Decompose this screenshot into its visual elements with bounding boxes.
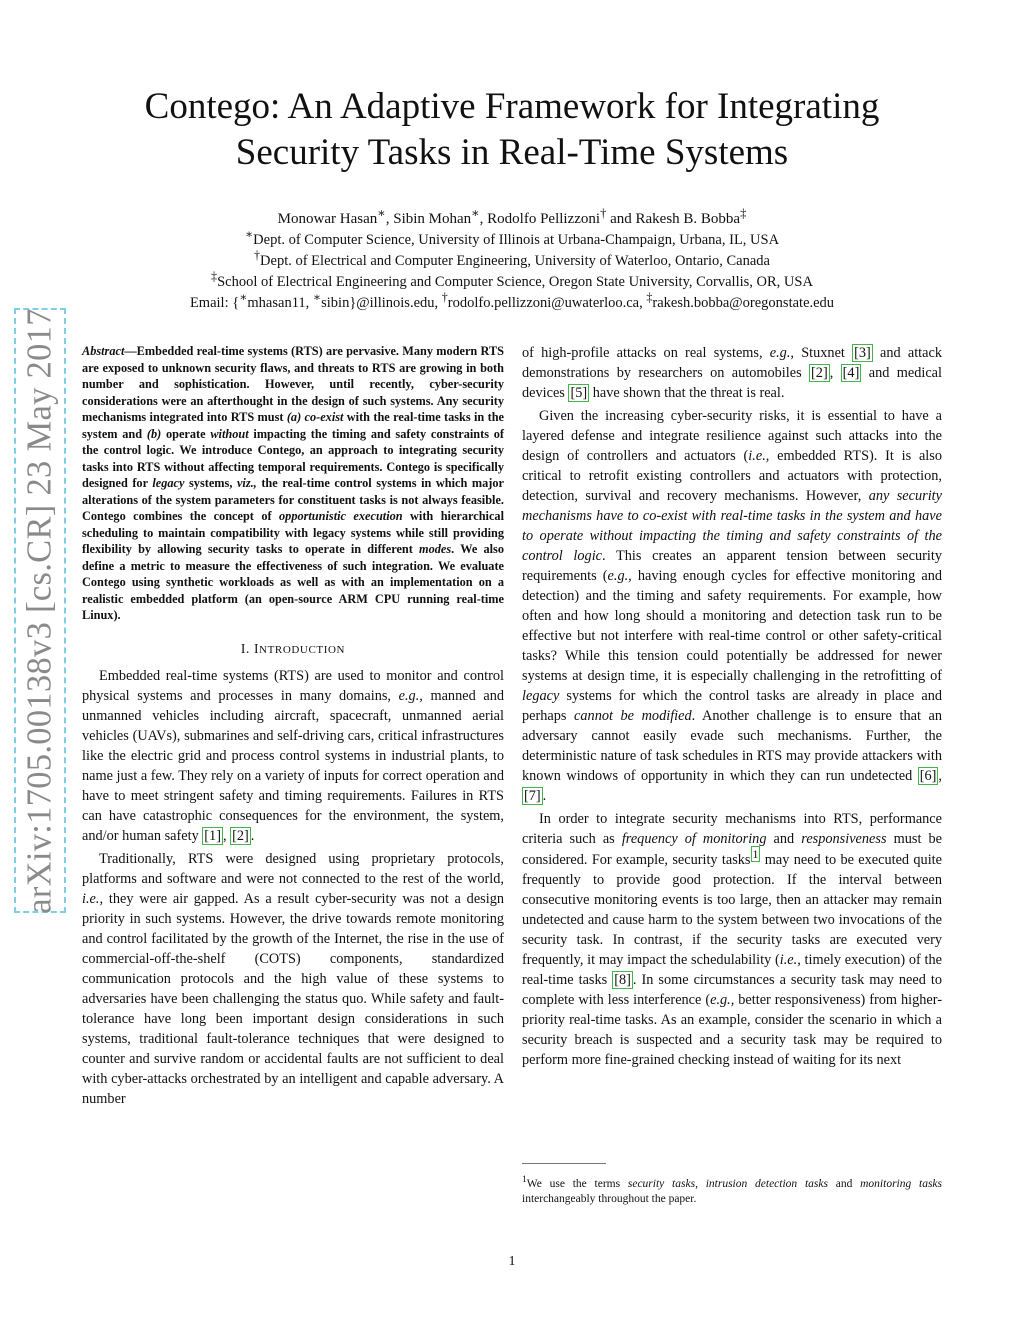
right-paragraph-1: of high-profile attacks on real systems, e.g., Stuxnet [3] and attack demonstrations by researchers on automobiles [2] , [4] and medical devices [5] have shown that the threat is real. [522,345,942,401]
author-2: Sibin Mohan [393,211,472,227]
section-heading-introduction: I. INTRODUCTION [240,640,346,656]
right-paragraph-3: In order to integrate security mechanisms into RTS, performance criteria such as frequency of monitoring and responsiveness must be considered. For example, security tasks $^1$ may need to be executed quite frequently to provide good protection. If the interval between consecutive monitoring events is too large, then an attacker may remain undetected and cause harm to the system between two invocations of the security task. In contrast, if the security tasks are executed very frequently, it may impact the schedulability (i.e., timely execution) of the real-time tasks [8] . In some circumstances a security task may need to complete with less interference (e.g., better responsiveness) from higher-priority real-time tasks. As an example, consider the scenario in which a security breach is suspected and a security task may be required to perform more fine-grained checking instead of waiting for its next [522,811,942,1068]
author-list: Monowar Hasan∗, Sibin Mohan∗, Rodolfo Pellizzoni† and Rakesh B. Bobba‡ [277,206,747,227]
citation-link[interactable]: [7] [524,788,541,804]
paper-title: Contego: An Adaptive Framework for Integrating Security Tasks in Real-Time Systems [144,86,880,173]
citation-link[interactable]: [4] [842,365,860,381]
left-column [82,343,504,1109]
affiliation-waterloo: †Dept. of Electrical and Computer Engineering, University of Waterloo, Ontario, Canada [254,248,770,269]
abstract: Abstract—Embedded real-time systems (RTS) are pervasive. Many modern RTS are exposed to unknown security flaws, and threats to RTS are growing in both number and sophistication. However, until recently, cyber-security considerations were an afterthought in the design of such systems. Any security mechanisms integrated into RTS must (a) co-exist with the real-time tasks in the system and (b) operate without impacting the timing and safety constraints of the control logic. We introduce Contego, an approach to integrating security tasks into RTS without affecting temporal requirements. Contego is specifically designed for legacy systems, viz., the real-time control systems in which major alterations of the system parameters for constituent tasks is not always feasible. Contego combines the concept of opportunistic execution with hierarchical scheduling to maintain compatibility with legacy systems while still providing flexibility by allowing security tasks to operate in different modes. We also define a metric to measure the effectiveness of such integration. We evaluate Contego using synthetic workloads as well as with an implementation on a realistic embedded platform (an open-source ARM CPU running real-time Linux). [82,344,504,622]
citation-link[interactable]: [8] [614,971,631,988]
citation-link[interactable]: [6] [919,768,937,784]
footnote-link[interactable]: 1 [752,847,759,861]
citation-link[interactable]: [3] [854,345,871,361]
abstract-label: Abstract [82,344,125,358]
intro-paragraph-2: Traditionally, RTS were designed using proprietary protocols, platforms and software and were not connected to the rest of the world, i.e., they were air gapped. As a result cyber-security was not a design priority in such systems. However, the drive towards remote monitoring and control facilitated by the growth of the Internet, the rise in the use of commercial-off-the-shelf (COTS) components, standardized communication protocols and the high value of these systems to adversaries have been challenging the status quo. While safety and fault-tolerance have long been important design considerations in such systems, traditional fault-tolerance techniques that were designed to counter and survive random or accidental faults are not sufficient to deal with cyber-attacks orchestrated by an intelligent and capable adversary. A number [82,850,504,1107]
right-column [522,343,942,1070]
footnote: $^1$We use the terms security tasks, intrusion detection tasks and monitoring tasks interchangeably throughout the paper. [522,1174,943,1205]
affiliation-oregon: ‡School of Electrical Engineering and Computer Science, Oregon State University, Corvallis, OR, USA [211,269,813,290]
affiliation-uiuc: ∗Dept. of Computer Science, University of Illinois at Urbana-Champaign, Urbana, IL, USA [244,227,780,248]
page-number: 1 [508,1254,516,1269]
citation-link[interactable]: [5] [570,385,588,401]
arxiv-stamp [14,308,66,913]
author-4: Rakesh B. Bobba [635,211,741,227]
footnote-divider [522,1163,606,1164]
author-1: Monowar Hasan [277,211,378,227]
intro-paragraph-1: Embedded real-time systems (RTS) are used to monitor and control physical systems and processes in many domains, e.g., manned and unmanned vehicles including aircraft, spacecraft, unmanned aerial vehicles (UAVs), submarines and self-driving cars, critical infrastructures like the electric grid and process control systems in industrial plants, to name just a few. They rely on a variety of inputs for correct operation and have to meet stringent safety and timing requirements. Failures in RTS can have catastrophic consequences for the environment, the system, and/or human safety [1] , [2] . [82,667,504,844]
citation-link[interactable]: [2] [811,365,828,381]
author-3: Rodolfo Pellizzoni [487,211,601,227]
citation-link[interactable]: [2] [232,827,249,844]
citation-link[interactable]: [1] [204,827,221,844]
arxiv-id: arXiv:1705.00138v3 [cs.CR] 23 May 2017 [20,307,59,914]
right-paragraph-2: Given the increasing cyber-security risks, it is essential to have a layered defense and integrate resilience against such attacks into the design of controllers and actuators (i.e., embedded RTS). It is also critical to retrofit existing controllers and actuators with protection, detection, survival and recovery mechanisms. However, any security mechanisms have to co-exist with real-time tasks in the system and have to operate without impacting the timing and safety constraints of the control logic. This creates an apparent tension between security requirements (e.g., having enough cycles for effective monitoring and detection) and the timing and safety requirements. For example, how often and how long should a monitoring and detection task run to be effective but not interfere with real-time control or other safety-critical tasks? While this tension could potentially be addressed for newer systems at design time, it is especially challenging in the retrofitting of legacy systems for which the control tasks are already in place and perhaps cannot be modified. Another challenge is to ensure that an adversary cannot easily evade such mechanisms. Further, the deterministic nature of task schedules in RTS may provide attackers with known windows of opportunity in which they can run undetected [6] , [7] . [522,408,942,804]
email-line: Email: {∗mhasan11, ∗sibin}@illinois.edu, †rodolfo.pellizzoni@uwaterloo.ca, ‡rakesh.bobba@oregonstate.edu [189,290,835,311]
